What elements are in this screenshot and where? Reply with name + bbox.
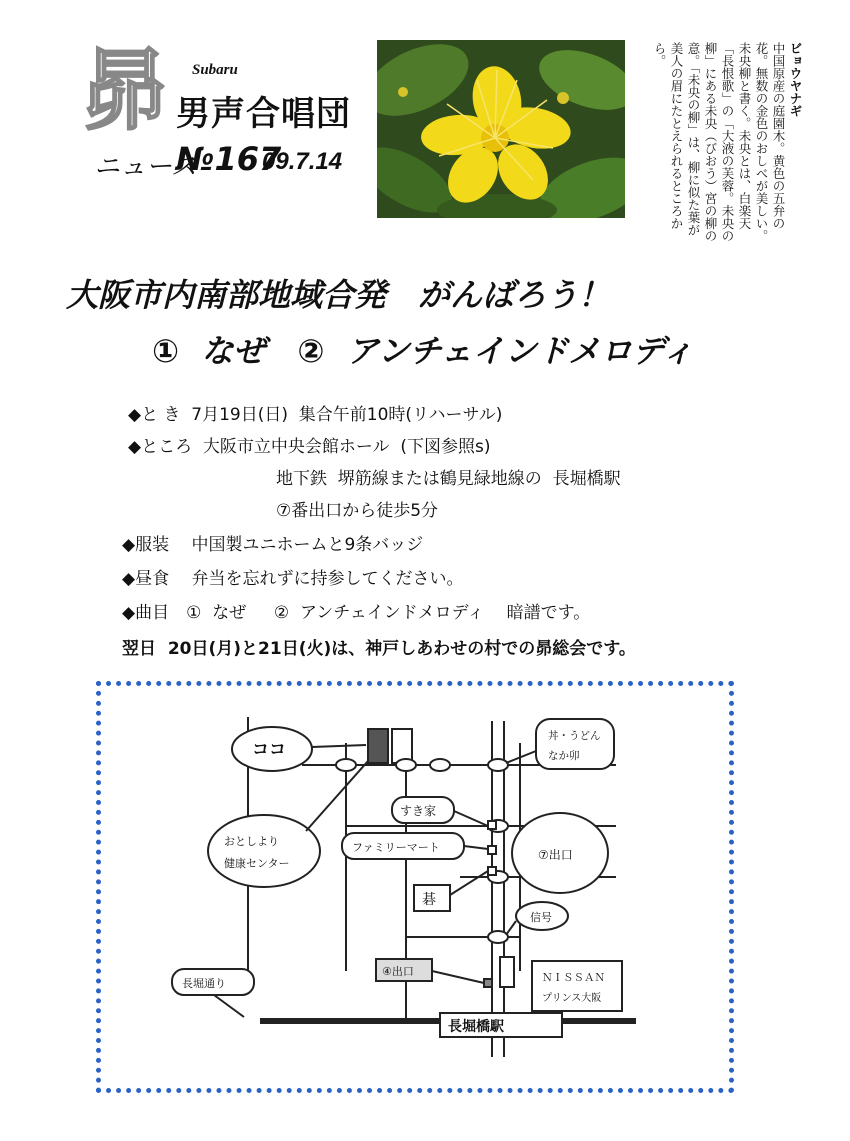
signal-label: 信号 <box>530 911 552 924</box>
caption-title: ビョウヤナギ <box>788 42 803 117</box>
nagahori-dori-label: 長堀通り <box>182 977 226 990</box>
adjacent-building-marker <box>392 729 412 763</box>
detail-access-line: 地下鉄 堺筋線または鶴見緑地線の 長堀橋駅 <box>276 469 621 489</box>
map-node <box>488 931 508 943</box>
detail-access-exit: ⑦番出口から徒歩5分 <box>276 501 439 521</box>
exit-marker <box>488 846 496 854</box>
detail-next-day-note: 翌日 20日(月)と21日(火)は、神戸しあわせの村での昴総会です。 <box>122 639 636 659</box>
elderly-center-label-2: 健康センター <box>224 857 290 870</box>
detail-songs: ◆曲目 ① なぜ ② アンチェインドメロディ 暗譜です。 <box>122 603 591 623</box>
map-node <box>396 759 416 771</box>
issue-number: №167 <box>176 140 282 178</box>
map-node <box>430 759 450 771</box>
elderly-center-label-1: おとしより <box>224 835 279 848</box>
here-label: ココ <box>252 740 286 760</box>
nissan-label-2: プリンス大阪 <box>542 993 602 1004</box>
map-node <box>488 759 508 771</box>
detail-when: ◆と き 7月19日(日) 集合午前10時(リハーサル) <box>128 405 503 425</box>
exit4-label: ④出口 <box>382 965 414 978</box>
station-label: 長堀橋駅 <box>448 1019 504 1035</box>
detail-where: ◆ところ 大阪市立中央会館ホール (下図参照s) <box>128 437 491 457</box>
chorus-name: 男声合唱団 <box>176 94 351 134</box>
photo-caption <box>632 42 804 242</box>
exit7-label: ⑦出口 <box>538 848 573 862</box>
detail-lunch: ◆昼食 弁当を忘れずに持参してください。 <box>122 569 464 589</box>
nissan-building-marker <box>500 957 514 987</box>
exit-marker <box>488 821 496 829</box>
exit-marker <box>488 867 496 875</box>
logo-kanji: 昴 <box>80 38 165 142</box>
caption-text: 中国原産の庭園木。黄色の五弁の花。無数の金色のおしべが美しい。未央柳と書く。未央とは、白楽天「長恨歌」の「大液の芙蓉。未央の柳」にある未央（びおう）宮の柳の意。「未央の柳」は、柳に似た葉が美人の眉にたとえられるところから。 <box>652 42 786 242</box>
elderly-center-callout <box>208 815 320 887</box>
headline-line2: ① なぜ ② アンチェインドメロディ <box>152 332 694 370</box>
headline-line1: 大阪市内南部地域合発 がんばろう！ <box>66 276 611 314</box>
issue-date: 09.7.14 <box>262 148 343 175</box>
access-map <box>96 681 734 1093</box>
logo-roman: Subaru <box>192 62 238 78</box>
udon-label-1: 丼・うどん <box>548 730 601 742</box>
hall-building-marker <box>368 729 388 763</box>
familymart-label: ファミリーマート <box>352 841 440 854</box>
sukiya-label: すき家 <box>400 804 437 818</box>
detail-dress: ◆服装 中国製ユニホームと9条バッジ <box>122 535 424 555</box>
go-label: 碁 <box>422 892 436 908</box>
nissan-label-1: ＮＩＳＳＡＮ <box>542 972 605 984</box>
flower-photo <box>377 40 625 218</box>
exit-marker <box>484 979 492 987</box>
news-label: ニュース <box>94 152 197 182</box>
map-node <box>336 759 356 771</box>
udon-label-2: なか卯 <box>548 750 580 762</box>
